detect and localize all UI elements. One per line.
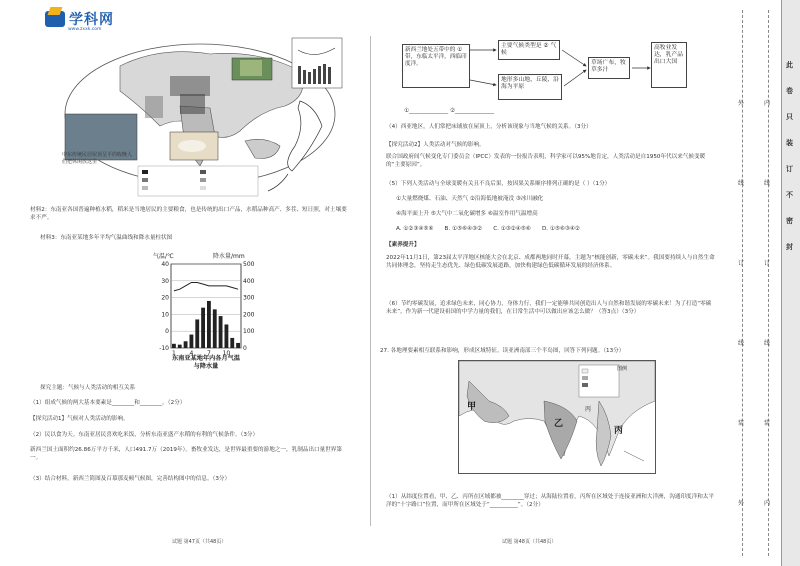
binding-notice-char: 不	[786, 191, 793, 199]
nz-text: 新西兰国土面积约26.86万平方千米，人口491.7万（2019年）。畜牧业发达，是世界最重要的游地之一，乳制品出口量世界第一。	[30, 447, 342, 461]
question-4: （4）西亚地区，人们常把床铺放在屋顶上，分析该现象与当地气候的关系。（3分）	[386, 124, 592, 130]
q5-choices: A. ①②③④⑤⑥ B. ①⑤⑥④③② C. ①③②④⑤⑥ D. ①⑤⑥③④②	[396, 226, 580, 232]
binding-notice-char: 只	[786, 113, 793, 121]
precip-bar	[172, 344, 176, 348]
logo-text: 学科网	[69, 12, 114, 28]
page-divider	[370, 36, 371, 526]
precip-bar	[230, 338, 234, 348]
ipcc-text: 联合国政府间气候变化专门委员会（IPCC）发表的一份报告表明，科学家可以95%地肯定，人类活动是自1950年代以来气候变暖的“主要原因”。	[386, 154, 706, 168]
svg-text:丙: 丙	[585, 406, 592, 413]
right-footer: 试题 第48页（共48页）	[502, 539, 557, 545]
flow-box-3: 地形多山地、丘陵、沿海为平原	[498, 74, 562, 100]
outer-binding-char: 线	[738, 340, 745, 347]
outer-binding-char: 装	[738, 420, 745, 427]
y-right-tick-label: 100	[243, 328, 255, 336]
inner-binding-char: 内	[764, 500, 771, 507]
outer-binding-char: 外	[738, 100, 745, 107]
x-tick-label: 10	[222, 350, 231, 357]
inner-binding-char: 线	[764, 340, 771, 347]
y-right-tick-label: 200	[243, 311, 255, 319]
inner-binding-char: 订	[764, 260, 771, 267]
x-tick-label: 4	[189, 350, 194, 357]
y-right-axis-label: 降水量/mm	[213, 253, 245, 260]
question-1: （1）组成气候的两大基本要素是________和________。（2分）	[30, 400, 186, 406]
y-right-tick-label: 0	[243, 345, 247, 352]
y-left-tick-label: 20	[161, 294, 169, 302]
question-2: （2）民以食为天。东南亚居民喜欢吃米饭，分析东南亚盛产水稻的有利的气候条件。（3分）	[30, 432, 259, 438]
outer-binding-char: 订	[738, 260, 745, 267]
logo-icon	[45, 11, 65, 27]
map-label-yi: 乙	[554, 419, 564, 429]
flow-box-1: 新西兰地处五带中的 ① 带，东临太平洋，西临印度洋。	[402, 44, 470, 88]
x-tick-label: 1	[172, 350, 176, 357]
q5-options-2: ④海平面上升 ⑤大气中二氧化碳增多 ⑥温室作用气温增高	[396, 211, 538, 217]
precip-bar	[201, 308, 205, 348]
binding-notice	[783, 60, 797, 290]
y-right-tick-label: 300	[243, 294, 255, 302]
question-6: （6）节约零碳发展，追求绿色未来，同心协力，身体力行，我们一定能够共同创造出人与自然和谐发展的零碳未来！为了打造“零碳未来”，作为新一代建设祖国的中学力量的我们，在日常生活中可以做出应该怎么做？（答3点）（3分）	[386, 301, 712, 315]
logo	[45, 9, 114, 29]
inner-binding-char: 线	[764, 180, 771, 187]
precip-bar	[184, 341, 188, 348]
binding-notice-char: 装	[786, 139, 793, 147]
binding-notice-char: 封	[786, 243, 793, 251]
y-left-tick-label: 0	[165, 328, 169, 336]
chart-plot-frame	[171, 264, 241, 348]
inner-binding-char: 内	[764, 100, 771, 107]
y-left-tick-label: 10	[161, 311, 169, 319]
chart-title: 东南亚某地年内各月气温与降水量	[171, 355, 241, 370]
inner-binding-char: 装	[764, 420, 771, 427]
y-left-tick-label: -10	[159, 345, 169, 352]
y-left-tick-label: 30	[161, 277, 169, 285]
map-legend-title: 图例	[617, 366, 628, 372]
map-label-jia: 甲	[467, 402, 477, 412]
question-27-1: （1）从纬度位置看，甲、乙、丙所在区域都被________穿过；从海陆位置看，丙所在区域处于连接亚洲和大洋洲，沟通印度洋和太平洋的“十字路口”位置，而甲所在区域处于“__________”。（2分）	[386, 494, 714, 508]
left-footer: 试题 第47页（共48页）	[172, 539, 227, 545]
world-map-figure	[60, 36, 345, 201]
binding-notice-char: 卷	[786, 87, 793, 95]
precip-bar	[219, 316, 223, 348]
map-label-bing: 丙	[614, 426, 624, 436]
outer-binding-chars	[738, 0, 748, 566]
precip-bar	[195, 319, 199, 348]
inner-binding-chars	[764, 0, 774, 566]
precip-bar	[225, 324, 229, 348]
activity-1: 【探究活动1】气候对人类活动的影响。	[30, 416, 129, 422]
binding-notice-char: 此	[786, 61, 793, 69]
asia-map	[458, 360, 656, 474]
flow-arrows	[470, 40, 660, 100]
flow-box-2: 主要气候类型是 ② 气候	[498, 40, 560, 60]
precip-bar	[207, 301, 211, 348]
explore-theme: 探究主题：气候与人类活动的相互关系	[40, 385, 136, 391]
cop-text: 2022年11月1日，第23届太平洋地区核能大会在北京、成都两地同时开幕，主题为“核能创新，零碳未来”。我国要持续人与自然生命共同体理念，坚持走生态优先、绿色低碳发展道路，加快构建绿色低碳循环发展的经济体系。	[386, 255, 715, 269]
precip-bar	[178, 345, 182, 348]
map-caption: 中东传统民居屋顶呈平的收晚人们把休闲放这里	[62, 152, 133, 165]
flow-box-4: 草场广布，牧草多汁	[588, 57, 630, 79]
y-left-axis-label: 气温/℃	[153, 253, 174, 260]
logo-subtext: www.zxxk.com	[68, 27, 102, 32]
binding-notice-char: 订	[786, 165, 793, 173]
precip-bar	[213, 309, 217, 348]
world-map-svg	[60, 36, 345, 201]
y-left-tick-label: 40	[161, 261, 169, 268]
y-right-tick-label: 500	[243, 261, 255, 268]
temperature-line	[174, 282, 238, 290]
question-27: 27. 各地理要素相互联系和影响，形成区域特征。读亚洲南部三个半岛图，回答下列问题。（13分）	[380, 348, 625, 354]
y-right-tick-label: 400	[243, 277, 255, 285]
activity-2: 【探究活动2】人类活动对气候的影响。	[386, 142, 485, 148]
precip-bar	[190, 335, 194, 348]
binding-notice-char: 密	[786, 217, 793, 225]
material-2: 材料2：东南亚各国普遍种植水稻，稻米是当地居民的主要粮食，也是传统的出口产品，水稻品种高产、多茬、短日照，对土壤要求不严。	[30, 207, 347, 221]
flow-box-5: 高牧业发达，乳产品出口大国	[651, 42, 687, 88]
outer-binding-char: 线	[738, 180, 745, 187]
precip-bar	[236, 343, 240, 348]
outer-binding-char: 外	[738, 500, 745, 507]
question-5: （5）下列人类活动与全球变暖有关且不良后果，按因果关系顺序排列正确的是（ ）（1分）	[386, 181, 611, 187]
q5-options-1: ①大量燃烧煤、石油、天然气 ②沿海低地被淹没 ③冰川融化	[396, 196, 544, 202]
question-3: （3）结合材料，新西兰简图及百慕那麦顿气候图，完善结构图中的信息。（3分）	[30, 476, 231, 482]
section-heading: 【素养提升】	[386, 242, 420, 248]
x-tick-label: 7	[207, 350, 211, 357]
material-3: 材料3：东南亚某地多年平均气温曲线和降水量柱状图	[40, 235, 173, 241]
flow-blanks: ①______________ ②______________	[404, 108, 495, 114]
